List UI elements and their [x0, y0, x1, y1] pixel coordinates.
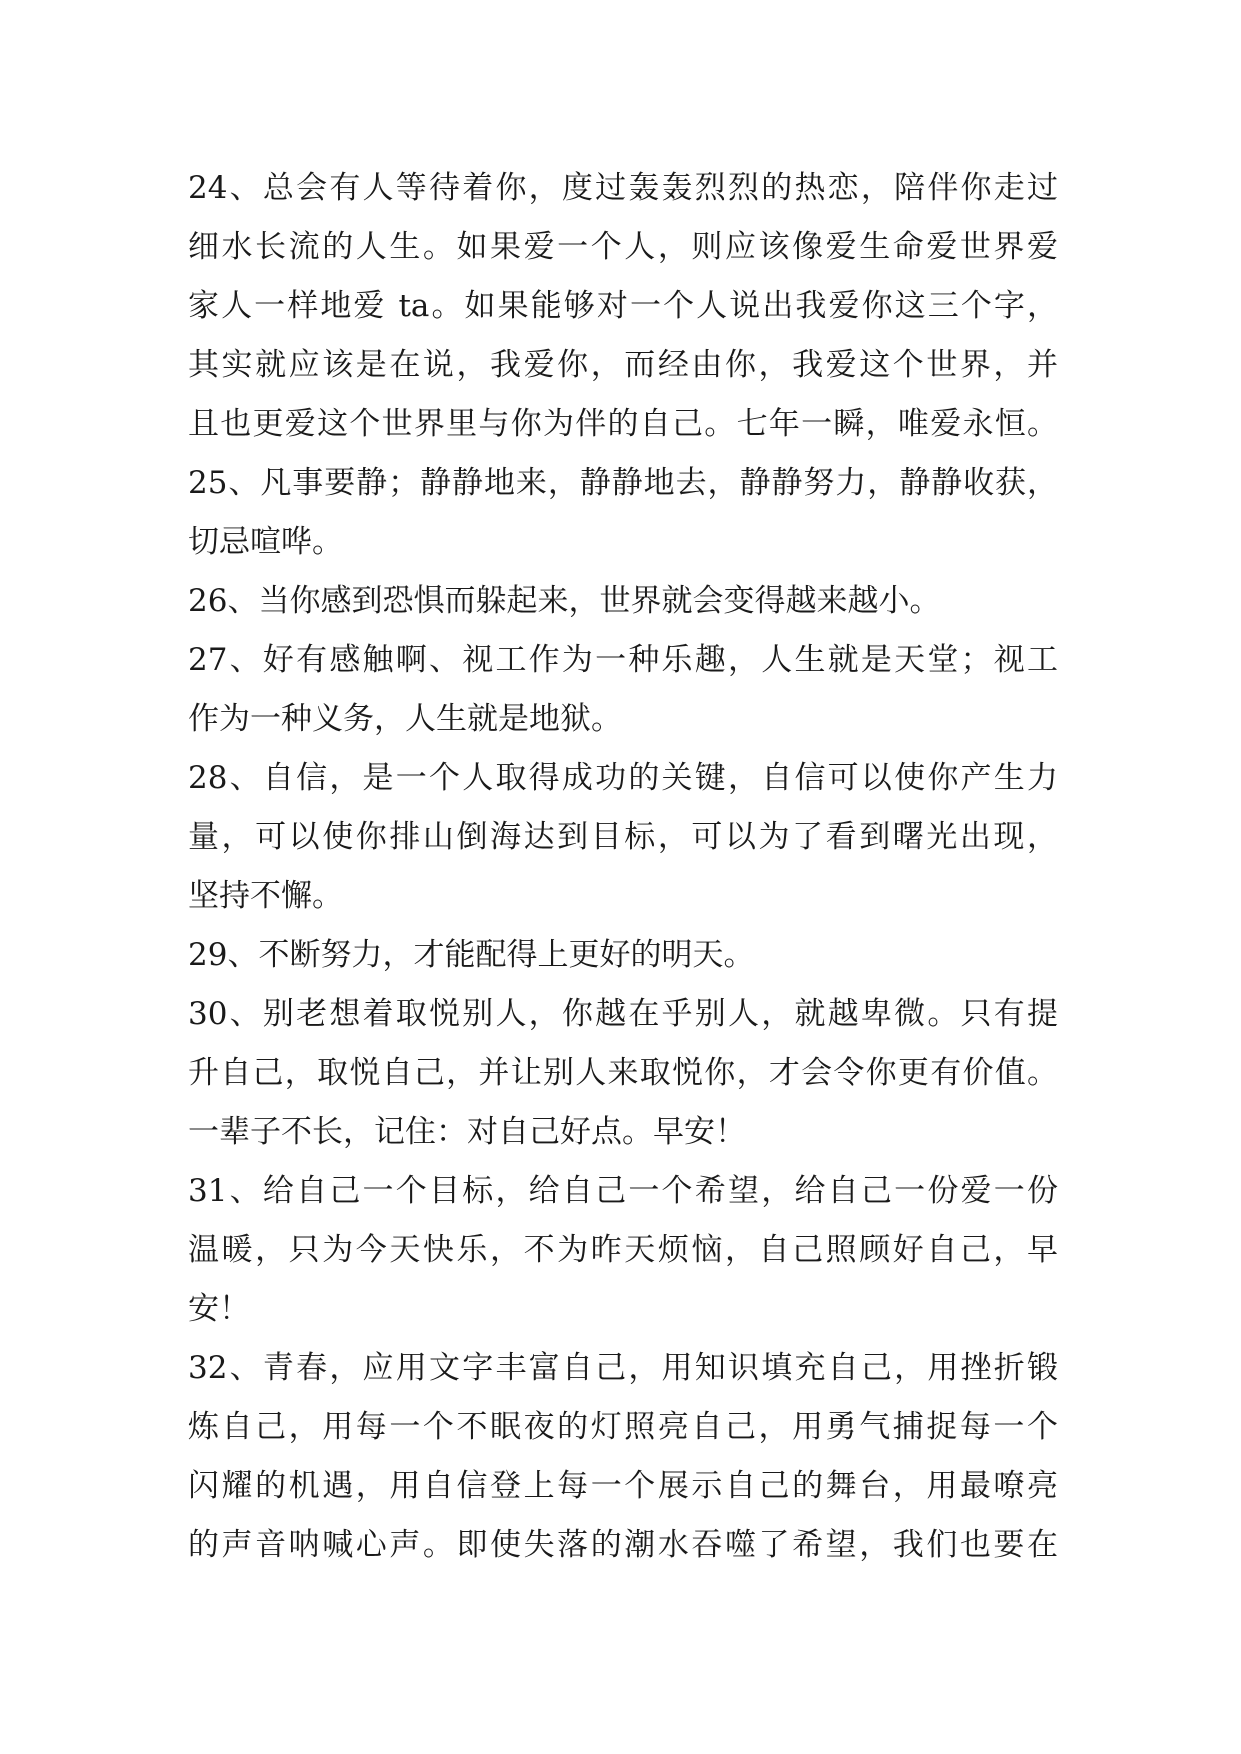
text-line: 切忌喧哗。: [188, 524, 343, 560]
text-line: 作为一种义务，人生就是地狱。: [188, 701, 622, 737]
text-line: 安！: [188, 1291, 250, 1327]
text-line: 其实就应该是在说，我爱你，而经由你，我爱这个世界，并: [188, 347, 1058, 383]
text-line: 家人一样地爱 ta。如果能够对一个人说出我爱你这三个字，: [188, 288, 1058, 324]
text-line: 32、青春，应用文字丰富自己，用知识填充自己，用挫折锻: [188, 1350, 1058, 1386]
text-line: 且也更爱这个世界里与你为伴的自己。七年一瞬，唯爱永恒。: [188, 406, 1058, 442]
text-line: 闪耀的机遇，用自信登上每一个展示自己的舞台，用最嘹亮: [188, 1468, 1058, 1504]
text-line: 25、凡事要静；静静地来，静静地去，静静努力，静静收获，: [188, 465, 1058, 501]
text-line: 坚持不懈。: [188, 878, 343, 914]
text-line: 量，可以使你排山倒海达到目标，可以为了看到曙光出现，: [188, 819, 1058, 855]
text-line: 细水长流的人生。如果爱一个人，则应该像爱生命爱世界爱: [188, 229, 1058, 265]
text-line: 31、给自己一个目标，给自己一个希望，给自己一份爱一份: [188, 1173, 1058, 1209]
text-line: 29、不断努力，才能配得上更好的明天。: [188, 937, 755, 973]
text-line: 的声音呐喊心声。即使失落的潮水吞噬了希望，我们也要在: [188, 1527, 1058, 1563]
text-line: 24、总会有人等待着你，度过轰轰烈烈的热恋，陪伴你走过: [188, 170, 1058, 206]
text-line: 炼自己，用每一个不眠夜的灯照亮自己，用勇气捕捉每一个: [188, 1409, 1058, 1445]
text-line: 26、当你感到恐惧而躲起来，世界就会变得越来越小。: [188, 583, 941, 619]
text-line: 升自己，取悦自己，并让别人来取悦你，才会令你更有价值。: [188, 1055, 1058, 1091]
text-line: 温暖，只为今天快乐，不为昨天烦恼，自己照顾好自己，早: [188, 1232, 1058, 1268]
document-body: [188, 159, 1058, 1575]
text-line: 30、别老想着取悦别人，你越在乎别人，就越卑微。只有提: [188, 996, 1058, 1032]
text-line: 28、自信，是一个人取得成功的关键，自信可以使你产生力: [188, 760, 1058, 796]
text-line: 一辈子不长，记住：对自己好点。早安！: [188, 1114, 746, 1150]
text-line: 27、好有感触啊、视工作为一种乐趣，人生就是天堂；视工: [188, 642, 1058, 678]
